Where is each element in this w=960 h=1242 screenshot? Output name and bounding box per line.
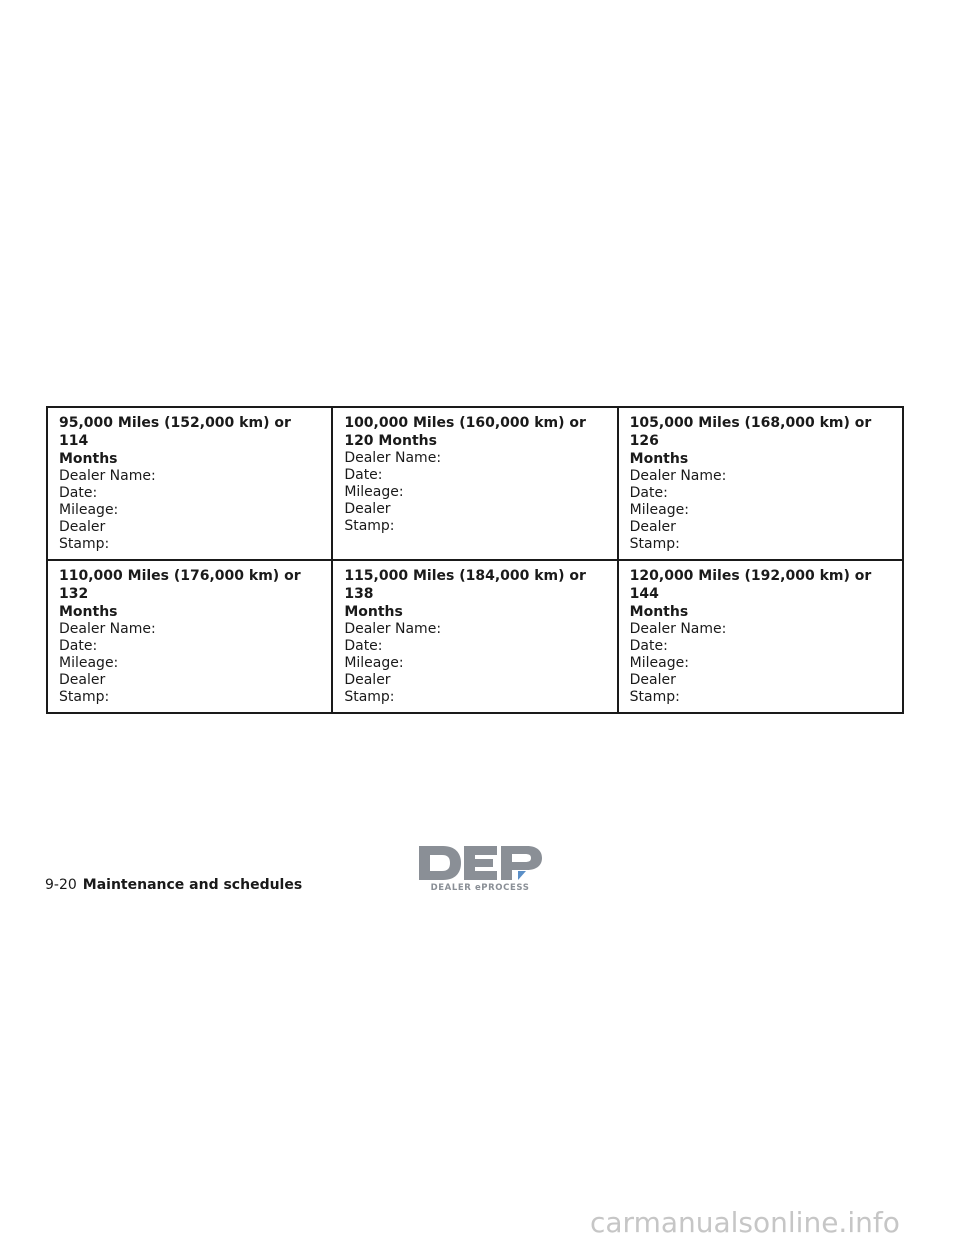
cell-heading (630, 567, 894, 621)
stamp-label: Stamp: (629, 689, 680, 705)
cell-heading (630, 414, 894, 468)
page-footer (45, 876, 302, 894)
table-cell (47, 407, 332, 560)
heading-line: Months (59, 451, 118, 467)
watermark-text: carmanualsonline.info (590, 1206, 900, 1239)
dealer-name-label: Dealer Name: (344, 621, 442, 637)
dealer-label: Dealer (344, 672, 391, 688)
dealer-label: Dealer (344, 501, 391, 517)
table-row (47, 560, 903, 713)
dealer-name-label: Dealer Name: (344, 450, 442, 466)
heading-line: Months (59, 604, 118, 620)
mileage-label: Mileage: (59, 655, 119, 671)
heading-line: Months (344, 604, 403, 620)
table-cell (332, 560, 617, 713)
mileage-label: Mileage: (344, 655, 404, 671)
heading-line: 100,000 Miles (160,000 km) or (344, 415, 586, 431)
date-label: Date: (59, 638, 98, 654)
stamp-label: Stamp: (344, 518, 395, 534)
dealer-label: Dealer (629, 672, 676, 688)
mileage-label: Mileage: (344, 484, 404, 500)
stamp-label: Stamp: (59, 689, 110, 705)
heading-line: 120,000 Miles (192,000 km) or 144 (629, 568, 872, 602)
date-label: Date: (629, 638, 668, 654)
heading-line: 120 Months (344, 433, 437, 449)
heading-line: 110,000 Miles (176,000 km) or 132 (59, 568, 301, 602)
date-label: Date: (629, 485, 668, 501)
table-cell (618, 407, 903, 560)
section-title: Maintenance and schedules (82, 877, 303, 893)
date-label: Date: (344, 467, 383, 483)
heading-line: 95,000 Miles (152,000 km) or 114 (59, 415, 291, 449)
dealer-name-label: Dealer Name: (59, 468, 156, 484)
heading-line: Months (629, 451, 689, 467)
cell-heading (59, 414, 323, 468)
stamp-label: Stamp: (344, 689, 395, 705)
stamp-label: Stamp: (629, 536, 680, 552)
dealer-name-label: Dealer Name: (59, 621, 156, 637)
dealer-label: Dealer (59, 519, 106, 535)
stamp-label: Stamp: (59, 536, 110, 552)
dealer-label: Dealer (59, 672, 106, 688)
dep-logo-icon (417, 843, 543, 883)
date-label: Date: (59, 485, 98, 501)
table-cell (47, 560, 332, 713)
mileage-label: Mileage: (629, 502, 689, 518)
mileage-label: Mileage: (59, 502, 119, 518)
cell-heading (344, 567, 608, 621)
dealer-name-label: Dealer Name: (629, 621, 727, 637)
page-number: 9-20 (45, 877, 77, 893)
dealer-name-label: Dealer Name: (629, 468, 727, 484)
table-row (47, 407, 903, 560)
cell-heading (344, 414, 608, 450)
maintenance-record-table (46, 406, 904, 714)
date-label: Date: (344, 638, 383, 654)
logo-tagline: DEALER ePROCESS (430, 883, 530, 893)
heading-line: 105,000 Miles (168,000 km) or 126 (629, 415, 872, 449)
cell-heading (59, 567, 323, 621)
table-cell (618, 560, 903, 713)
heading-line: 115,000 Miles (184,000 km) or 138 (344, 568, 586, 602)
heading-line: Months (629, 604, 689, 620)
dealer-eprocess-logo-icon (417, 843, 543, 897)
table-cell (332, 407, 617, 560)
dealer-label: Dealer (629, 519, 676, 535)
mileage-label: Mileage: (629, 655, 689, 671)
